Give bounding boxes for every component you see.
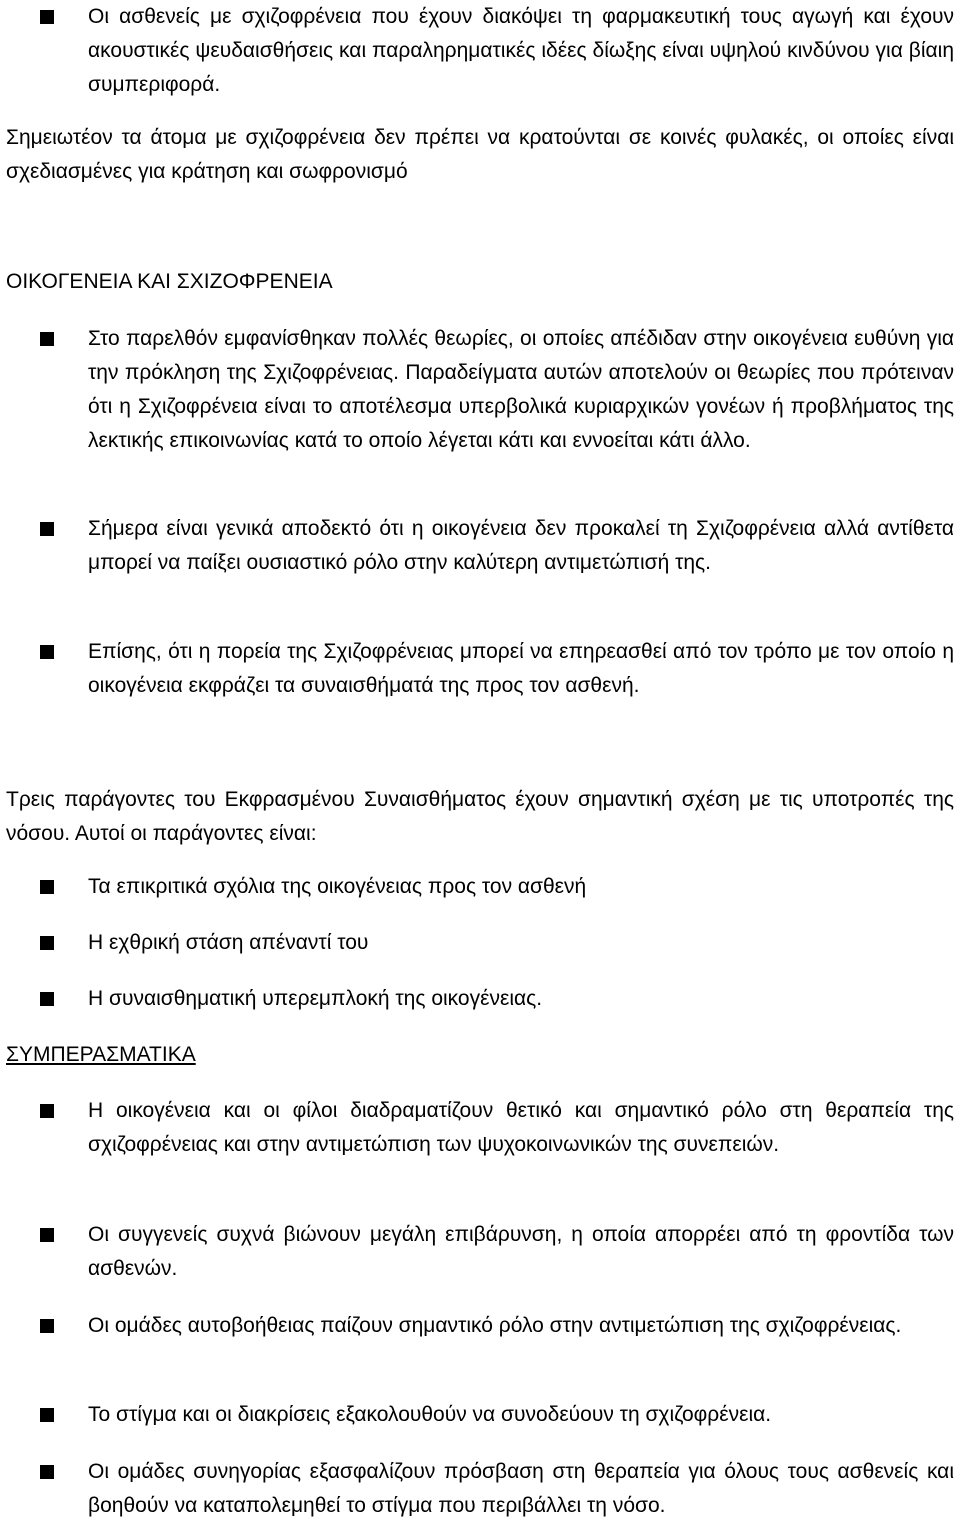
- square-bullet-icon: [40, 1319, 54, 1333]
- bullet-text: Επίσης, ότι η πορεία της Σχιζοφρένειας μπορεί να επηρεασθεί από τον τρόπο με τον οποίο η οικογένεια εκφράζει τα συναισθήματά της προς τον ασθενή.: [88, 640, 954, 697]
- square-bullet-icon: [40, 1104, 54, 1118]
- factors-intro: Τρεις παράγοντες του Εκφρασμένου Συναισθήματος έχουν σημαντική σχέση με τις υποτροπές της νόσου. Αυτοί οι παράγοντες είναι:: [6, 788, 954, 845]
- square-bullet-icon: [40, 1408, 54, 1422]
- square-bullet-icon: [40, 645, 54, 659]
- square-bullet-icon: [40, 936, 54, 950]
- note-paragraph: Σημειωτέον τα άτομα με σχιζοφρένεια δεν πρέπει να κρατούνται σε κοινές φυλακές, οι οποίες είναι σχεδιασμένες για κράτηση και σωφρονισμό: [6, 126, 954, 183]
- square-bullet-icon: [40, 992, 54, 1006]
- bullet-text: Οι ασθενείς με σχιζοφρένεια που έχουν διακόψει τη φαρμακευτική τους αγωγή και έχουν ακουστικές ψευδαισθήσεις και παραληρηματικές ιδέες δίωξης είναι υψηλού κινδύνου για βίαιη συμπεριφορά.: [88, 5, 954, 96]
- conclusion-text: Οι ομάδες συνηγορίας εξασφαλίζουν πρόσβαση στη θεραπεία για όλους τους ασθενείς και βοηθούν να καταπολεμηθεί το στίγμα που περιβάλλει τη νόσο.: [88, 1460, 954, 1517]
- conclusion-text: Το στίγμα και οι διακρίσεις εξακολουθούν να συνοδεύουν τη σχιζοφρένεια.: [88, 1403, 772, 1426]
- conclusion-text: Η οικογένεια και οι φίλοι διαδραματίζουν θετικό και σημαντικό ρόλο στη θεραπεία της σχιζοφρένειας και στην αντιμετώπιση των ψυχοκοινωνικών της συνεπειών.: [88, 1099, 954, 1156]
- square-bullet-icon: [40, 10, 54, 24]
- bullet-text: Σήμερα είναι γενικά αποδεκτό ότι η οικογένεια δεν προκαλεί τη Σχιζοφρένεια αλλά αντίθετα μπορεί να παίξει ουσιαστικό ρόλο στην καλύτερη αντιμετώπισή της.: [88, 517, 954, 574]
- bullet-text: Στο παρελθόν εμφανίσθηκαν πολλές θεωρίες, οι οποίες απέδιδαν στην οικογένεια ευθύνη για την πρόκληση της Σχιζοφρένειας. Παραδείγματα αυτών αποτελούν οι θεωρίες που πρότειναν ότι η Σχιζοφρένεια είναι το αποτέλεσμα υπερβολικά κυριαρχικών γονέων ή προβλήματος της λεκτικής επικοινωνίας κατά το οποίο λέγεται κάτι και εννοείται κάτι άλλο.: [88, 327, 954, 452]
- conclusions-heading-text: ΣΥΜΠΕΡΑΣΜΑΤΙΚΑ: [6, 1043, 196, 1066]
- square-bullet-icon: [40, 1465, 54, 1479]
- conclusion-text: Οι ομάδες αυτοβοήθειας παίζουν σημαντικό ρόλο στην αντιμετώπιση της σχιζοφρένειας.: [88, 1314, 902, 1337]
- factor-text: Η συναισθηματική υπερεμπλοκή της οικογένειας.: [88, 987, 543, 1010]
- square-bullet-icon: [40, 1228, 54, 1242]
- square-bullet-icon: [40, 880, 54, 894]
- factor-text: Η εχθρική στάση απέναντί του: [88, 931, 369, 954]
- square-bullet-icon: [40, 522, 54, 536]
- factor-text: Τα επικριτικά σχόλια της οικογένειας προς τον ασθενή: [88, 875, 587, 898]
- section-heading-family: ΟΙΚΟΓΕΝΕΙΑ ΚΑΙ ΣΧΙΖΟΦΡΕΝΕΙΑ: [6, 270, 333, 293]
- section-heading-conclusions: [6, 1038, 954, 1072]
- square-bullet-icon: [40, 332, 54, 346]
- conclusion-text: Οι συγγενείς συχνά βιώνουν μεγάλη επιβάρυνση, η οποία απορρέει από τη φροντίδα των ασθενών.: [88, 1223, 954, 1280]
